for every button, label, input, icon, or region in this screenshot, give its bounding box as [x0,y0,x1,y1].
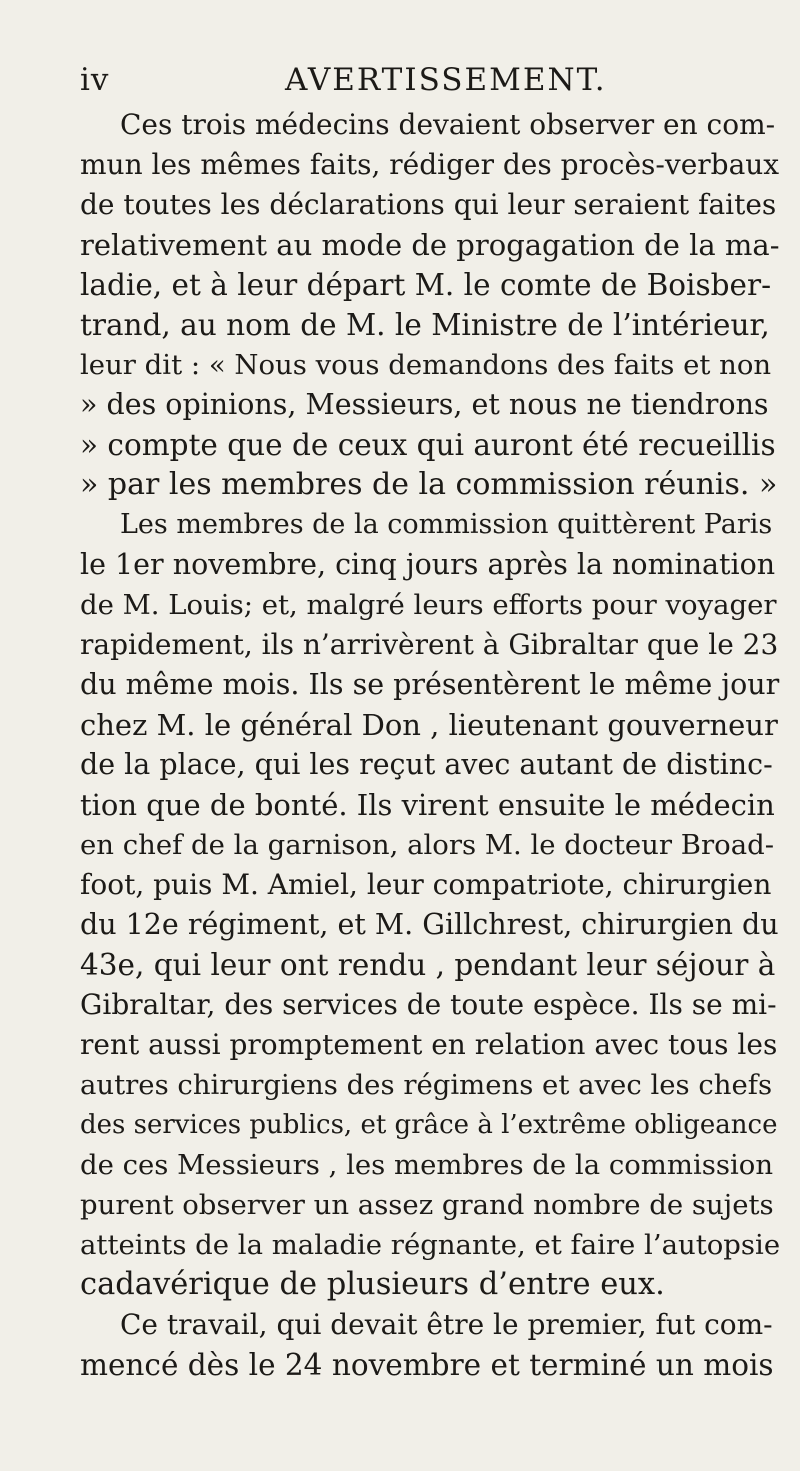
running-head: AVERTISSEMENT. [285,62,607,98]
text-line: de M. Louis; et, malgré leurs efforts pour voyager [80,589,777,621]
text-line: 43e, qui leur ont rendu , pendant leur séjour à [80,948,776,982]
text-line: Les membres de la commission quittèrent Paris [120,509,773,540]
text-line: foot, puis M. Amiel, leur compatriote, chirurgien [80,868,772,901]
text-line: » par les membres de la commission réunis. » [80,467,778,502]
text-line: autres chirurgiens des régimens et avec les chefs [80,1069,773,1101]
text-line: mun les mêmes faits, rédiger des procès-verbaux [80,148,780,181]
text-line: de la place, qui les reçut avec autant de distinc- [80,748,773,781]
text-line: purent observer un assez grand nombre de sujets [80,1189,774,1221]
text-line: du 12e régiment, et M. Gillchrest, chirurgien du [80,908,779,941]
text-line: leur dit : « Nous vous demandons des faits et non [80,349,772,381]
text-line: Ce travail, qui devait être le premier, fut com- [120,1308,773,1341]
text-line: Gibraltar, des services de toute espèce. Ils se mi- [80,988,777,1021]
text-line: trand, au nom de M. le Ministre de l’intérieur, [80,308,770,342]
text-line: chez M. le général Don , lieutenant gouverneur [80,708,778,742]
text-line: » des opinions, Messieurs, et nous ne tiendrons [80,388,769,421]
text-line: mencé dès le 24 novembre et terminé un mois [80,1348,774,1382]
text-line: des services publics, et grâce à l’extrême obligeance [80,1110,778,1140]
text-line: le 1er novembre, cinq jours après la nomination [80,548,776,581]
page-header [80,62,780,102]
text-line: de ces Messieurs , les membres de la commission [80,1149,774,1181]
text-line: atteints de la maladie régnante, et faire l’autopsie [80,1229,780,1261]
text-line: rapidement, ils n’arrivèrent à Gibraltar que le 23 [80,628,779,661]
text-line: relativement au mode de progagation de la ma- [80,228,780,262]
text-line: rent aussi promptement en relation avec tous les [80,1028,778,1061]
text-line: tion que de bonté. Ils virent ensuite le médecin [80,788,775,822]
text-line: » compte que de ceux qui auront été recueillis [80,428,776,462]
text-line: en chef de la garnison, alors M. le docteur Broad- [80,829,774,861]
body-text [80,105,780,1385]
text-line: du même mois. Ils se présentèrent le même jour [80,668,780,701]
text-line: ladie, et à leur départ M. le comte de Boisber- [80,268,772,302]
text-line: cadavérique de plusieurs d’entre eux. [80,1267,665,1302]
text-line: de toutes les déclarations qui leur seraient faites [80,188,777,221]
page-number: iv [80,62,110,98]
text-line: Ces trois médecins devaient observer en com- [120,108,776,141]
